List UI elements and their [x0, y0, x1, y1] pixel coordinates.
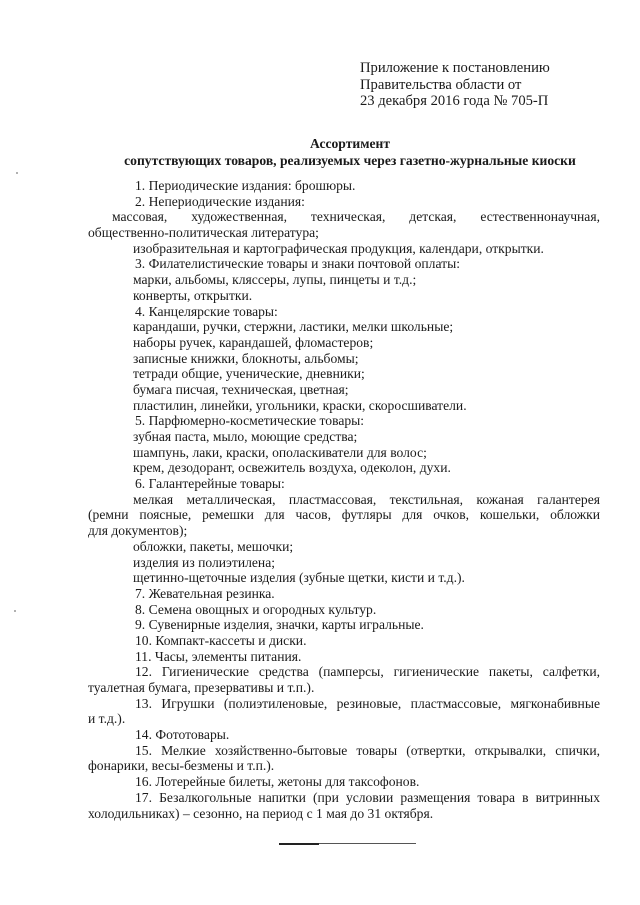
- list-subitem: наборы ручек, карандашей, фломастеров;: [133, 334, 374, 350]
- document-subtitle: сопутствующих товаров, реализуемых через газетно-журнальные киоски: [124, 153, 576, 168]
- list-item: 10. Компакт-кассеты и диски.: [135, 632, 307, 648]
- list-subitem: бумага писчая, техническая, цветная;: [133, 381, 349, 397]
- list-subitem: карандаши, ручки, стержни, ластики, мелки школьные;: [133, 319, 454, 335]
- end-separator-line: [279, 843, 416, 844]
- list-item: 17. Безалкогольные напитки (при условии размещения товара в витринных: [135, 789, 600, 805]
- list-subitem: массовая, художественная, техническая, детская, естественнонаучная,: [112, 209, 600, 225]
- document-body: [88, 178, 600, 821]
- list-item: 1. Периодические издания: брошюры.: [135, 178, 356, 193]
- header-line: Приложение к постановлению: [360, 60, 550, 76]
- header-line: 23 декабря 2016 года № 705-П: [360, 93, 549, 109]
- list-item: 14. Фототовары.: [135, 727, 230, 743]
- list-subitem: изделия из полиэтилена;: [133, 554, 276, 570]
- list-continuation: для документов);: [88, 523, 188, 539]
- list-continuation: и т.д.).: [88, 711, 126, 727]
- list-item: 12. Гигиенические средства (памперсы, гигиенические пакеты, салфетки,: [135, 664, 600, 680]
- list-item: 4. Канцелярские товары:: [135, 303, 278, 319]
- list-item: 2. Непериодические издания:: [135, 193, 305, 209]
- list-subitem: тетради общие, ученические, дневники;: [133, 366, 365, 382]
- list-continuation: фонарики, весы-безмены и т.п.).: [88, 758, 275, 774]
- list-item: 5. Парфюмерно-косметические товары:: [135, 413, 365, 429]
- list-subitem: конверты, открытки.: [133, 287, 253, 303]
- list-item: 6. Галантерейные товары:: [135, 476, 285, 492]
- list-subitem: марки, альбомы, кляссеры, лупы, пинцеты и т.д.;: [133, 272, 417, 288]
- list-continuation: общественно-политическая литература;: [88, 225, 319, 241]
- header-block: [360, 60, 620, 110]
- list-item: 13. Игрушки (полиэтиленовые, резиновые, пластмассовые, мягконабивные: [135, 695, 600, 711]
- list-item: 8. Семена овощных и огородных культур.: [135, 601, 377, 617]
- list-item: 15. Мелкие хозяйственно-бытовые товары (отвертки, открывалки, спички,: [135, 742, 600, 758]
- scan-speck: [16, 172, 18, 174]
- list-subitem: шампунь, лаки, краски, ополаскиватели для волос;: [133, 444, 427, 460]
- list-subitem: мелкая металлическая, пластмассовая, текстильная, кожаная галантерея: [133, 491, 600, 507]
- list-subitem: крем, дезодорант, освежитель воздуха, одеколон, духи.: [133, 460, 451, 476]
- list-continuation: холодильниках) – сезонно, на период с 1 мая до 31 октября.: [88, 805, 434, 821]
- scan-speck: [14, 610, 16, 612]
- document-title: Ассортимент: [309, 136, 391, 151]
- list-subitem: зубная паста, мыло, моющие средства;: [133, 429, 358, 444]
- list-item: 11. Часы, элементы питания.: [135, 648, 302, 664]
- list-item: 3. Филателистические товары и знаки почтовой оплаты:: [135, 256, 460, 272]
- list-continuation: туалетная бумага, презервативы и т.п.).: [88, 680, 315, 695]
- list-subitem: записные книжки, блокноты, альбомы;: [133, 350, 359, 366]
- list-subitem: пластилин, линейки, угольники, краски, скоросшиватели.: [133, 397, 467, 413]
- list-subitem: обложки, пакеты, мешочки;: [133, 538, 294, 554]
- list-item: 16. Лотерейные билеты, жетоны для таксофонов.: [135, 774, 420, 790]
- list-subitem: щетинно-щеточные изделия (зубные щетки, кисти и т.д.).: [133, 570, 465, 586]
- list-continuation: (ремни поясные, ремешки для часов, футляры для очков, кошельки, обложки: [88, 507, 600, 523]
- list-subitem: изобразительная и картографическая продукция, календари, открытки.: [133, 240, 544, 256]
- list-item: 7. Жевательная резинка.: [135, 585, 275, 601]
- header-line: Правительства области от: [360, 76, 522, 93]
- list-item: 9. Сувенирные изделия, значки, карты игральные.: [135, 617, 424, 633]
